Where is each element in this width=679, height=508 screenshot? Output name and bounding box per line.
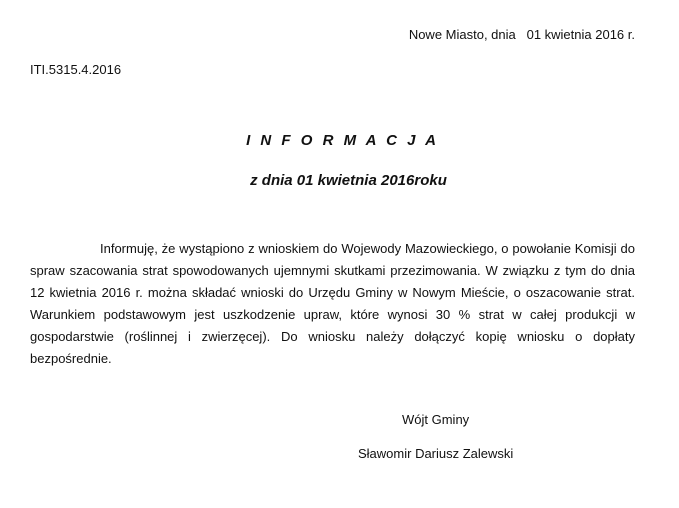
document-subtitle: z dnia 01 kwietnia 2016roku — [250, 172, 447, 189]
place-and-date: Nowe Miasto, dnia 01 kwietnia 2016 r. — [408, 27, 635, 42]
document-title: I N F O R M A C J A — [246, 132, 439, 149]
reference-number: ITI.5315.4.2016 — [30, 62, 122, 77]
signature-role: Wójt Gminy — [402, 412, 470, 427]
signature-name: Sławomir Dariusz Zalewski — [358, 446, 514, 461]
body-paragraph: Informuję, że wystąpiono z wnioskiem do Wojewody Mazowieckiego, o powołanie Komisji do spraw szacowania strat spowodowanych ujemnymi skutkami przezimowania. W związku z tym do dnia 12 kwietnia 2016 r. można składać wnioski do Urzędu Gminy w Nowym Mieście, o oszacowanie strat. Warunkiem podstawowym jest uszkodzenie upraw, które wynosi 30 % strat w całej produkcji w gospodarstwie (roślinnej i zwierzęcej). Do wniosku należy dołączyć kopię wniosku o dopłaty bezpośrednie. — [30, 241, 635, 366]
